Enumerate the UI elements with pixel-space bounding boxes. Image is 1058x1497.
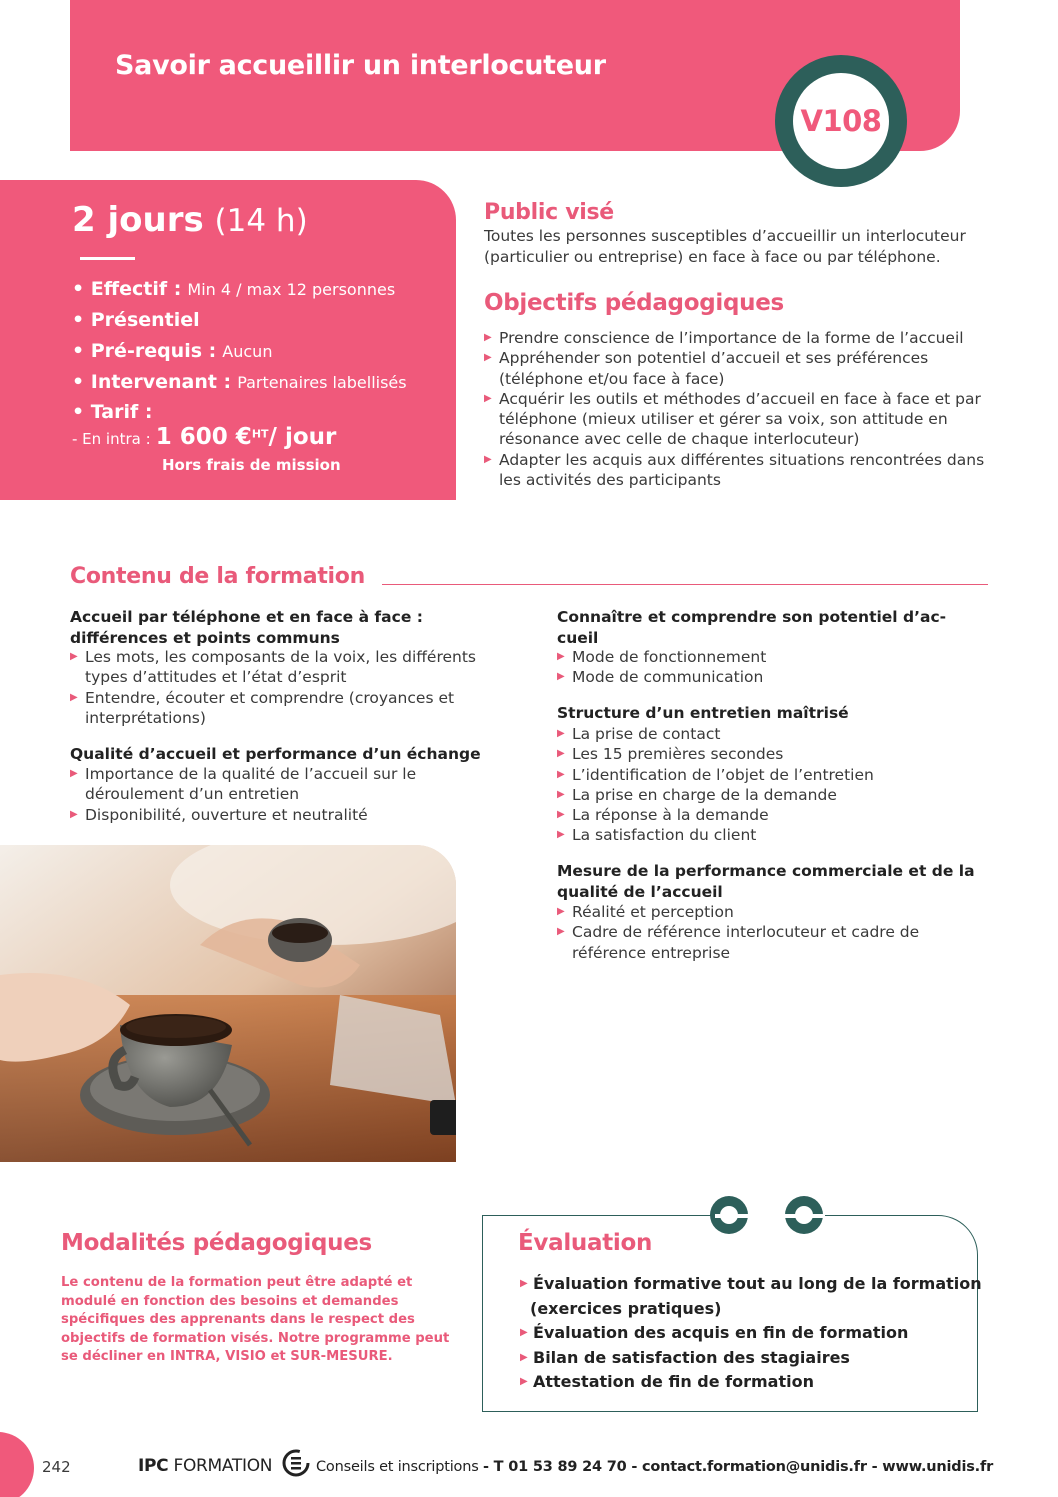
prerequis-value: Aucun [222,342,273,361]
contenu-section-title: Structure d’un entretien maîtrisé [557,704,849,722]
arrow-icon: ▶ [520,1278,528,1289]
tarif-label: • Tarif : [72,401,153,423]
list-item: ▶ La prise de contact [557,725,721,743]
list-item: ▶ La prise en charge de la demande [557,785,837,804]
footer-brand [138,1456,272,1476]
evaluation-title: Évaluation [518,1230,653,1256]
arrow-icon: ▶ [520,1327,528,1338]
public-text: Toutes les personnes susceptibles d’accueillir un interlocuteur (particulier ou entreprise) en face à face ou par téléphone. [484,227,966,266]
brand-bold: IPC [138,1456,169,1476]
brand-rest: FORMATION [173,1456,273,1476]
page-tab [0,1432,34,1497]
arrow-icon: ▶ [70,768,78,779]
modalites-text: Le contenu de la formation peut être adapté et modulé en fonction des besoins et demandes spécifiques des apprenants dans le respect des objectifs de formation visés. Notre programme peut se décliner en INTRA, VISIO et SUR-MESURE. [61,1275,450,1364]
arrow-icon: ▶ [557,829,565,841]
footer-contact [316,1459,993,1475]
list-item: ▶ La réponse à la demande [557,806,769,825]
arrow-icon: ▶ [70,651,78,662]
arrow-icon: ▶ [557,788,565,800]
duration [72,200,308,240]
list-item: ▶ Attestation de fin de formation [520,1370,982,1395]
contenu-divider [382,584,988,585]
arrow-icon: ▶ [484,352,492,364]
list-item: ▶ Réalité et perception [557,903,734,921]
list-item: ▶ Disponibilité, ouverture et neutralité [70,805,368,824]
list-item: ▶ Les mots, les composants de la voix, les différents types d’attitudes et l’état d’esprit [70,648,477,687]
arrow-icon: ▶ [557,926,565,938]
arrow-icon: ▶ [557,809,565,821]
list-item: ▶ Les 15 premières secondes [557,745,784,764]
list-item: ▶ L’identification de l’objet de l’entretien [557,765,874,784]
contenu-section-title: Qualité d’accueil et performance d’un échange [70,745,481,763]
intervenant-label: • Intervenant : [72,371,232,393]
effectif-label: • Effectif : [72,278,182,300]
arrow-icon: ▶ [70,691,78,703]
list-item: ▶ Cadre de référence interlocuteur et cadre de référence entreprise [557,923,920,962]
page-number: 242 [42,1458,71,1476]
contenu-section-list [70,647,510,728]
duration-days: 2 jours [72,200,204,240]
list-item: (exercices pratiques) [530,1298,722,1318]
price-prefix: - En intra : [72,430,151,448]
duration-underline [80,257,135,260]
contact-details[interactable]: - T 01 53 89 24 70 - contact.formation@unidis.fr - www.unidis.fr [483,1459,994,1475]
contact-prefix: Conseils et inscriptions [316,1459,479,1475]
list-item: ▶ La satisfaction du client [557,826,757,845]
contenu-section-title: Accueil par téléphone et en face à face : différences et points communs [70,608,423,647]
arrow-icon: ▶ [557,768,565,780]
arrow-icon: ▶ [557,906,565,917]
list-item: ▶ Acquérir les outils et méthodes d’accueil en face à face et par téléphone (mieux utiliser et gérer sa voix, son attitude en résonance avec celle de chaque interlocuteur) [484,389,981,449]
presentiel-label: • Présentiel [72,309,200,331]
contenu-section-title: Connaître et comprendre son potentiel d’ac-cueil [557,608,947,647]
price-amount: 1 600 € [155,424,252,450]
effectif-value: Min 4 / max 12 personnes [187,280,396,299]
list-item: ▶ Appréhender son potentiel d’accueil et ses préférences (téléphone et/ou face à face) [484,349,929,388]
ipc-logo-icon [280,1447,312,1479]
public-title: Public visé [484,200,614,225]
arrow-icon: ▶ [520,1376,528,1387]
contenu-section-list [557,724,977,846]
course-code: V108 [800,104,882,138]
arrow-icon: ▶ [557,728,565,739]
info-presentiel [72,309,200,331]
list-item: ▶ Évaluation formative tout au long de la formation [520,1272,982,1297]
info-effectif [72,278,395,300]
page-title: Savoir accueillir un interlocuteur [115,50,606,81]
list-item: ▶ Mode de fonctionnement [557,648,767,666]
list-item: ▶ Adapter les acquis aux différentes situations rencontrées dans les activités des participants [484,450,985,490]
arrow-icon: ▶ [520,1351,528,1363]
list-item: ▶ Évaluation des acquis en fin de formation [520,1321,982,1346]
arrow-icon: ▶ [484,392,492,404]
arrow-icon: ▶ [557,671,565,683]
contenu-section-list [557,647,977,688]
list-item: ▶ Mode de communication [557,668,764,687]
prerequis-label: • Pré-requis : [72,340,217,362]
info-intervenant [72,371,407,393]
info-prerequis [72,340,272,362]
list-item: ▶ Entendre, écouter et comprendre (croyances et interprétations) [70,688,455,727]
objectifs-list [484,328,994,490]
decorative-mask [715,1214,825,1218]
duration-hours: (14 h) [214,203,308,239]
list-item: ▶ Prendre conscience de l’importance de la forme de l’accueil [484,329,964,347]
price-sup: HT [251,427,269,441]
contenu-section-title: Mesure de la performance commerciale et de la qualité de l’accueil [557,862,975,901]
arrow-icon: ▶ [484,453,492,465]
contenu-title: Contenu de la formation [70,564,365,589]
arrow-icon: ▶ [557,651,565,662]
coffee-meeting-photo [0,845,456,1162]
modalites-title: Modalités pédagogiques [61,1230,372,1256]
arrow-icon: ▶ [484,332,492,343]
price-note: Hors frais de mission [162,456,341,474]
info-tarif [72,401,152,423]
intervenant-value: Partenaires labellisés [237,373,407,392]
arrow-icon: ▶ [557,748,565,760]
objectifs-title: Objectifs pédagogiques [484,290,784,316]
list-item: ▶ Importance de la qualité de l’accueil sur le déroulement d’un entretien [70,765,417,804]
price-line [72,424,336,450]
price-unit: / jour [268,424,337,450]
evaluation-list [520,1272,982,1395]
contenu-section-list [557,902,957,963]
list-item: ▶ Bilan de satisfaction des stagiaires [520,1346,982,1371]
arrow-icon: ▶ [70,808,78,820]
contenu-section-list [70,764,470,825]
